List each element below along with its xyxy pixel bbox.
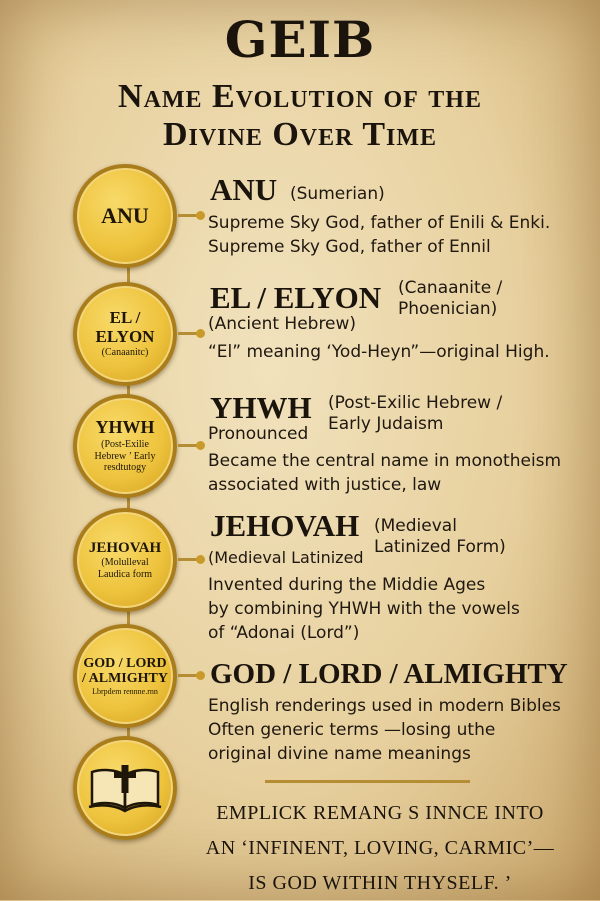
medallion-sub: (Post-Exilie Hebrew ’ Early resdtutogy — [94, 439, 156, 474]
entry-origin-el-elyon — [398, 278, 502, 320]
desc-line: Supreme Sky God, father of Enili & Enki. — [208, 213, 551, 233]
origin-line: Early Judaism — [328, 414, 444, 434]
origin-line: (Post-Exilic Hebrew / — [328, 393, 503, 413]
subtitle-line-2: Divine Over Time — [162, 116, 438, 153]
entry-desc-yhwh — [208, 449, 561, 497]
origin-line: Latinized Form) — [374, 537, 506, 557]
open-book-cross-icon — [87, 763, 163, 813]
medallion-name: GOD / LORD / ALMIGHTY — [82, 655, 168, 686]
entry-desc-god-lord-almighty — [208, 694, 561, 766]
medallion-name: EL / ELYON — [95, 308, 155, 346]
desc-line: Invented during the Middie Ages — [208, 575, 486, 595]
desc-line: English renderings used in modern Bibles — [208, 696, 561, 716]
entry-origin-jehovah — [374, 516, 506, 558]
entry-extra-jehovah: (Medieval Latinized — [208, 548, 364, 567]
connector — [178, 674, 202, 677]
desc-line: of “Adonai (Lord”) — [208, 623, 360, 643]
entry-desc-anu — [208, 211, 550, 259]
entry-desc-el-elyon — [208, 340, 550, 364]
medallion-sub: Lbrpdem rennne.rnn — [92, 687, 158, 697]
entry-extra-yhwh: Pronounced — [208, 424, 309, 444]
desc-line: Supreme Sky God, father of Ennil — [208, 237, 491, 257]
origin-line: (Canaanite / — [398, 278, 503, 298]
footer-line-3: IS GOD WITHIN THYSELF. ’ — [248, 872, 512, 894]
entry-origin-yhwh — [328, 393, 502, 435]
desc-line: associated with justice, law — [208, 475, 442, 495]
entry-name-god-lord-almighty: GOD / LORD / ALMIGHTY — [210, 658, 568, 690]
medallion-sub: (Molulleval Laudica form — [97, 557, 153, 580]
bible-icon — [73, 736, 177, 840]
connector — [178, 214, 202, 217]
desc-line: Often generic terms —losing uthe — [208, 720, 496, 740]
medallion-name: YHWH — [95, 417, 155, 438]
origin-line: Phoenician) — [398, 299, 498, 319]
footer-message — [180, 796, 580, 901]
medallion-name: ANU — [101, 202, 149, 228]
footer-line-1: EMPLICK REMANG S INNCE INTO — [216, 802, 544, 824]
entry-origin-anu: (Sumerian) — [290, 184, 385, 204]
medallion-el-elyon — [73, 282, 177, 386]
entry-extra-el-elyon: (Ancient Hebrew) — [208, 314, 357, 334]
medallion-sub: (Canaanitc) — [101, 347, 149, 359]
connector — [178, 444, 202, 447]
subtitle-line-1: Name Evolution of the — [118, 78, 482, 115]
medallion-jehovah — [73, 508, 177, 612]
medallion-yhwh — [73, 394, 177, 498]
medallion-anu — [73, 164, 177, 268]
desc-line: Became the central name in monotheism — [208, 451, 562, 471]
entry-name-jehovah: JEHOVAH — [210, 508, 360, 543]
page-title: GEIB — [224, 10, 376, 69]
entry-desc-jehovah — [208, 573, 520, 645]
medallion-god-lord-almighty — [73, 624, 177, 728]
connector — [178, 332, 202, 335]
desc-line: original divine name meanings — [208, 744, 471, 764]
entry-name-anu: ANU — [210, 172, 278, 207]
footer-divider — [265, 780, 470, 783]
entry-name-yhwh: YHWH — [210, 390, 312, 425]
medallion-name: JEHOVAH — [88, 539, 162, 556]
connector — [178, 558, 202, 561]
desc-line: by combining YHWH with the vowels — [208, 599, 520, 619]
desc-line: “El” meaning ‘Yod-Heyn”—original High. — [208, 342, 550, 362]
origin-line: (Medieval — [374, 516, 457, 536]
entry-name-el-elyon: EL / ELYON — [210, 280, 382, 315]
footer-line-2: AN ‘INFINENT, LOVING, CARMIC’— — [205, 837, 555, 859]
page-subtitle — [30, 78, 570, 154]
